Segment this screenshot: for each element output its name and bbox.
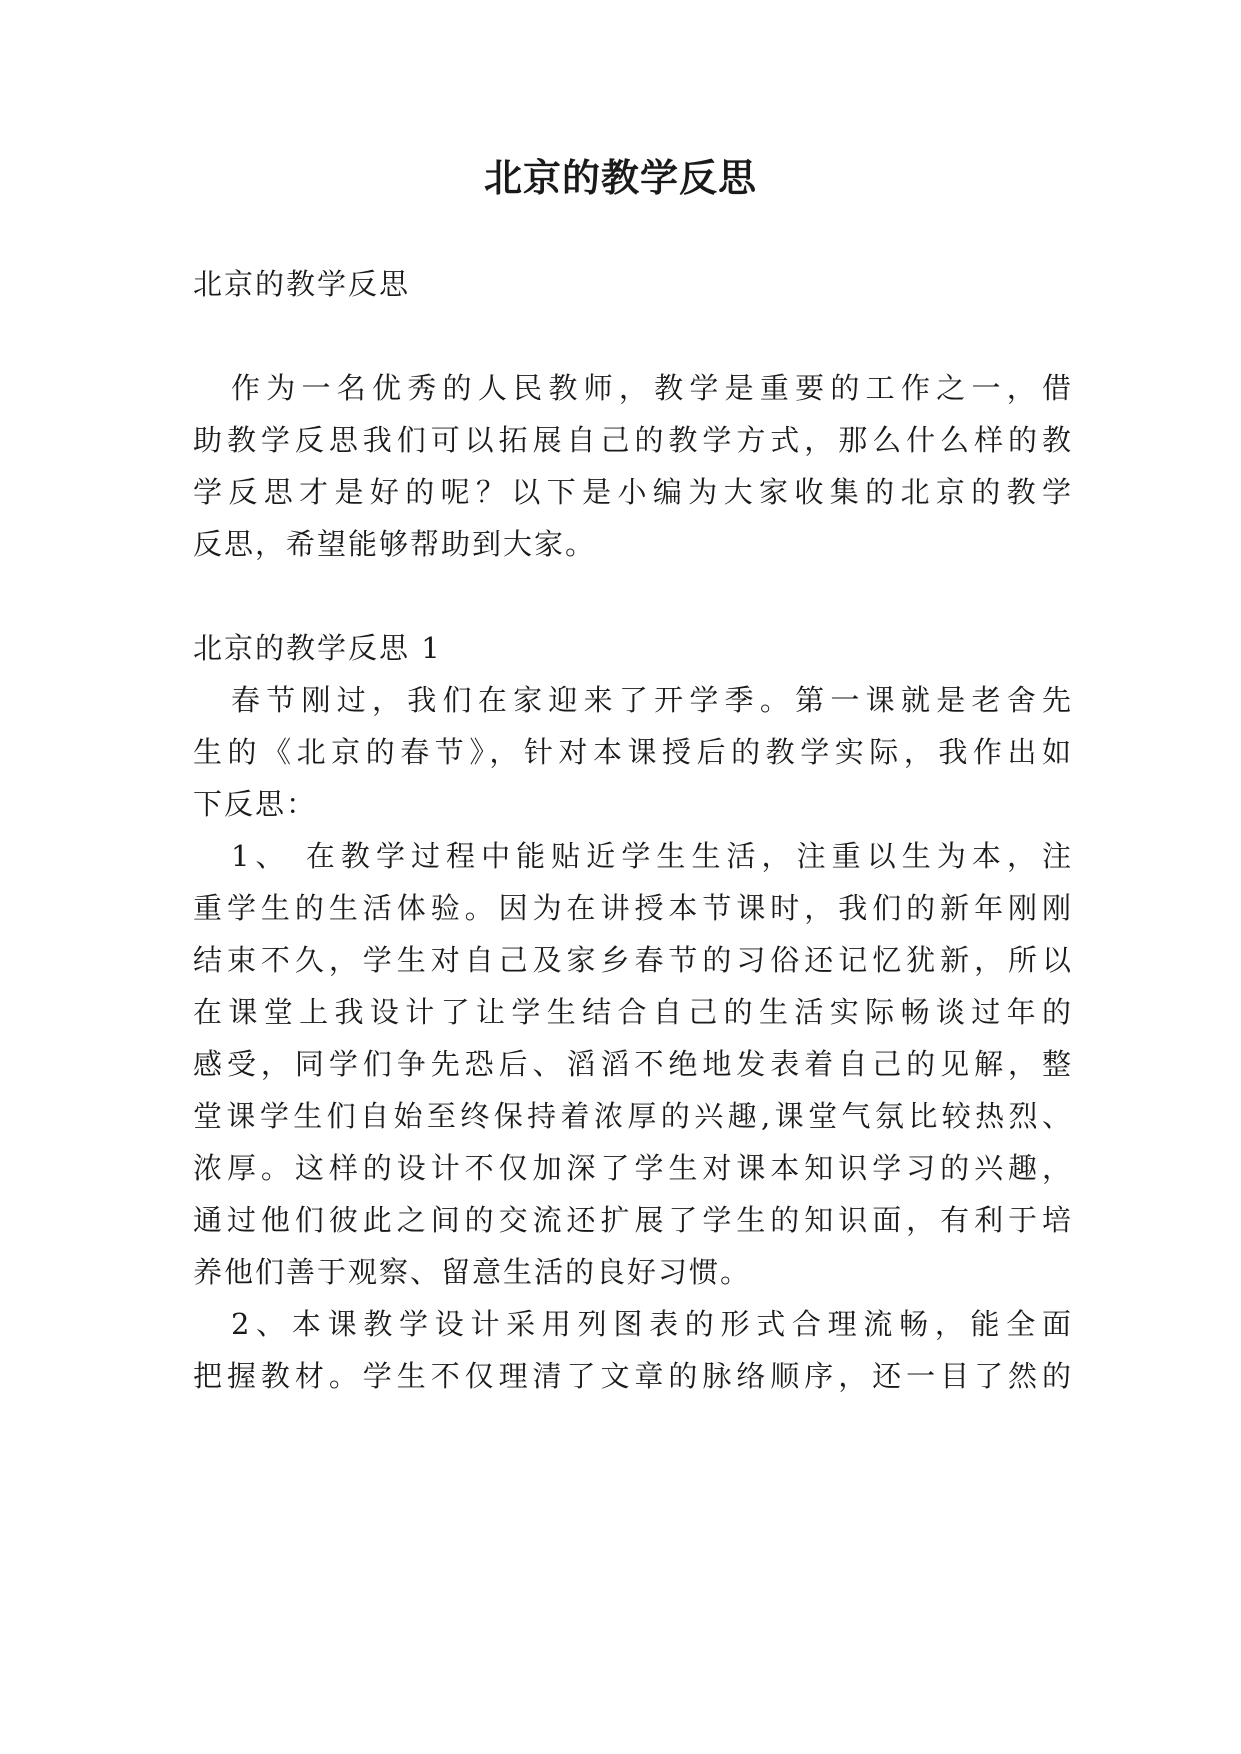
document-title: 北京的教学反思 xyxy=(483,155,757,200)
intro-line-3: 学反思才是好的呢？以下是小编为大家收集的北京的教学 xyxy=(193,475,1073,509)
para2-line-4: 在课堂上我设计了让学生结合自己的生活实际畅谈过年的 xyxy=(193,995,1073,1029)
para2-line-5: 感受，同学们争先恐后、滔滔不绝地发表着自己的见解，整 xyxy=(193,1047,1073,1081)
para2-line-9: 养他们善于观察、留意生活的良好习惯。 xyxy=(193,1255,752,1289)
intro-line-4: 反思，希望能够帮助到大家。 xyxy=(193,527,597,561)
section-heading: 北京的教学反思 1 xyxy=(193,631,442,665)
document-subtitle: 北京的教学反思 xyxy=(193,267,411,301)
para1-line-1: 春节刚过，我们在家迎来了开学季。第一课就是老舍先 xyxy=(231,683,1073,717)
para2-line-3: 结束不久，学生对自己及家乡春节的习俗还记忆犹新，所以 xyxy=(193,943,1073,977)
para2-line-8: 通过他们彼此之间的交流还扩展了学生的知识面，有利于培 xyxy=(193,1203,1073,1237)
para1-line-2: 生的《北京的春节》，针对本课授后的教学实际，我作出如 xyxy=(193,735,1073,769)
para1-line-3: 下反思： xyxy=(193,787,318,821)
para2-line-2: 重学生的生活体验。因为在讲授本节课时，我们的新年刚刚 xyxy=(193,891,1073,925)
para2-line-7: 浓厚。这样的设计不仅加深了学生对课本知识学习的兴趣， xyxy=(193,1151,1073,1185)
para3-line-1: 2、本课教学设计采用列图表的形式合理流畅，能全面 xyxy=(231,1307,1073,1341)
intro-line-2: 助教学反思我们可以拓展自己的教学方式，那么什么样的教 xyxy=(193,423,1073,457)
para3-line-2: 把握教材。学生不仅理清了文章的脉络顺序，还一目了然的 xyxy=(193,1359,1073,1393)
para2-line-1: 1、 在教学过程中能贴近学生生活，注重以生为本，注 xyxy=(231,839,1073,873)
para2-line-6: 堂课学生们自始至终保持着浓厚的兴趣,课堂气氛比较热烈、 xyxy=(193,1099,1073,1133)
intro-line-1: 作为一名优秀的人民教师，教学是重要的工作之一，借 xyxy=(231,371,1073,405)
